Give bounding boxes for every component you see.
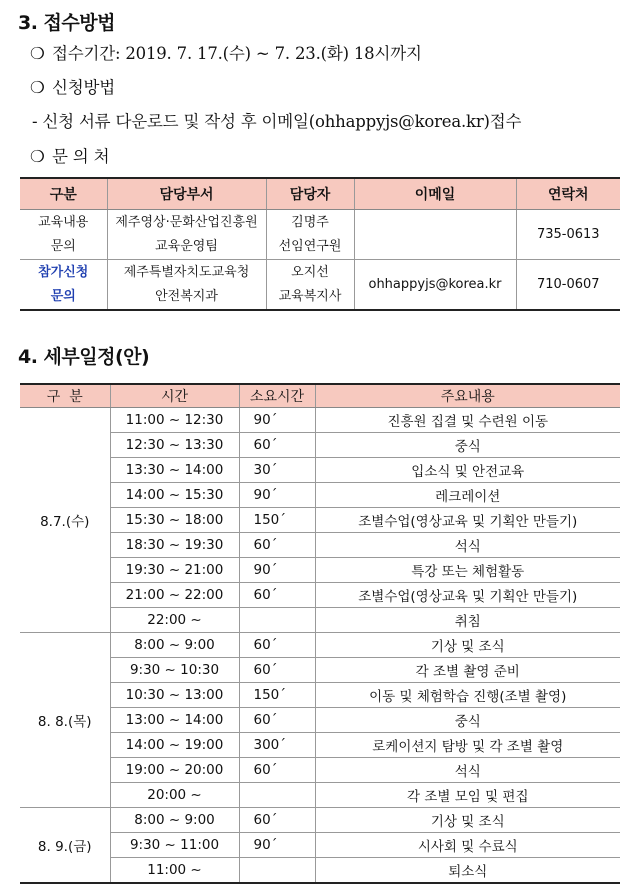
schedule-header-row bbox=[20, 384, 620, 408]
schedule-content: 시사회 및 수료식 bbox=[315, 833, 620, 858]
person-line: 선임연구원 bbox=[278, 238, 342, 254]
department-line: 안전복지과 bbox=[155, 288, 218, 304]
contact-row bbox=[20, 260, 620, 311]
schedule-time: 19:30 ~ 21:00 bbox=[110, 558, 239, 583]
schedule-time: 11:00 ~ 12:30 bbox=[110, 408, 239, 433]
department-line: 제주영상·문화산업진흥원 bbox=[115, 214, 258, 230]
schedule-content: 석식 bbox=[315, 533, 620, 558]
category-line: 참가신청 bbox=[38, 264, 89, 280]
schedule-time: 8:00 ~ 9:00 bbox=[110, 633, 239, 658]
department-line: 교육운영팀 bbox=[155, 238, 218, 254]
person-line: 오지선 bbox=[291, 264, 329, 280]
schedule-time: 21:00 ~ 22:00 bbox=[110, 583, 239, 608]
schedule-content: 기상 및 조식 bbox=[315, 633, 620, 658]
schedule-row bbox=[20, 533, 620, 558]
schedule-time: 9:30 ~ 11:00 bbox=[110, 833, 239, 858]
schedule-row bbox=[20, 583, 620, 608]
schedule-content: 각 조별 모임 및 편집 bbox=[315, 783, 620, 808]
schedule-content: 로케이션지 탐방 및 각 조별 촬영 bbox=[315, 733, 620, 758]
schedule-content: 중식 bbox=[315, 708, 620, 733]
schedule-duration: 150´ bbox=[239, 508, 315, 533]
schedule-time: 13:30 ~ 14:00 bbox=[110, 458, 239, 483]
schedule-row bbox=[20, 508, 620, 533]
inquiry-text: 문 의 처 bbox=[52, 147, 110, 166]
schedule-time: 15:30 ~ 18:00 bbox=[110, 508, 239, 533]
schedule-duration: 90´ bbox=[239, 483, 315, 508]
schedule-duration: 90´ bbox=[239, 408, 315, 433]
schedule-body bbox=[20, 408, 620, 884]
application-detail bbox=[32, 108, 521, 132]
contact-person bbox=[266, 260, 354, 311]
contact-person bbox=[266, 210, 354, 260]
schedule-content: 특강 또는 체험활동 bbox=[315, 558, 620, 583]
contact-table bbox=[20, 177, 620, 311]
schedule-day: 8.7.(수) bbox=[20, 408, 110, 633]
schedule-duration: 60´ bbox=[239, 433, 315, 458]
schedule-content: 입소식 및 안전교육 bbox=[315, 458, 620, 483]
contact-header-row bbox=[20, 178, 620, 210]
schedule-duration bbox=[239, 858, 315, 884]
contact-phone: 710-0607 bbox=[516, 260, 620, 311]
schedule-time: 20:00 ~ bbox=[110, 783, 239, 808]
schedule-time: 11:00 ~ bbox=[110, 858, 239, 884]
schedule-content: 중식 bbox=[315, 433, 620, 458]
inquiry bbox=[30, 143, 109, 167]
contact-email[interactable]: ohhappyjs@korea.kr bbox=[354, 260, 516, 311]
header-person: 담당자 bbox=[266, 178, 354, 210]
contact-department bbox=[107, 210, 266, 260]
application-method-text: 신청방법 bbox=[52, 78, 115, 97]
category-line: 문의 bbox=[50, 288, 76, 304]
schedule-row bbox=[20, 483, 620, 508]
header-phone: 연락처 bbox=[516, 178, 620, 210]
schedule-row bbox=[20, 733, 620, 758]
schedule-time: 19:00 ~ 20:00 bbox=[110, 758, 239, 783]
header-content: 주요내용 bbox=[315, 384, 620, 408]
contact-department bbox=[107, 260, 266, 311]
contact-row bbox=[20, 210, 620, 260]
schedule-content: 취침 bbox=[315, 608, 620, 633]
schedule-time: 13:00 ~ 14:00 bbox=[110, 708, 239, 733]
schedule-row bbox=[20, 558, 620, 583]
reception-period-text: 접수기간: 2019. 7. 17.(수) ~ 7. 23.(화) 18시까지 bbox=[52, 44, 422, 63]
header-day: 구 분 bbox=[20, 384, 110, 408]
circle-bullet-icon: ❍ bbox=[30, 147, 45, 166]
schedule-row bbox=[20, 433, 620, 458]
contact-category bbox=[20, 260, 107, 311]
contact-email bbox=[354, 210, 516, 260]
schedule-row bbox=[20, 833, 620, 858]
circle-bullet-icon: ❍ bbox=[30, 78, 45, 97]
schedule-time: 8:00 ~ 9:00 bbox=[110, 808, 239, 833]
schedule-time: 14:00 ~ 19:00 bbox=[110, 733, 239, 758]
schedule-time: 12:30 ~ 13:30 bbox=[110, 433, 239, 458]
schedule-duration: 60´ bbox=[239, 808, 315, 833]
schedule-time: 9:30 ~ 10:30 bbox=[110, 658, 239, 683]
category-line: 교육내용 bbox=[38, 214, 89, 230]
person-line: 김명주 bbox=[291, 214, 329, 230]
schedule-content: 이동 및 체험학습 진행(조별 촬영) bbox=[315, 683, 620, 708]
schedule-row bbox=[20, 408, 620, 433]
schedule-content: 조별수업(영상교육 및 기획안 만들기) bbox=[315, 508, 620, 533]
schedule-row bbox=[20, 458, 620, 483]
section-3-title: 3. 접수방법 bbox=[18, 12, 115, 34]
schedule-row bbox=[20, 858, 620, 884]
schedule-row bbox=[20, 658, 620, 683]
header-duration: 소요시간 bbox=[239, 384, 315, 408]
schedule-duration: 60´ bbox=[239, 758, 315, 783]
schedule-content: 조별수업(영상교육 및 기획안 만들기) bbox=[315, 583, 620, 608]
schedule-row bbox=[20, 608, 620, 633]
schedule-row bbox=[20, 633, 620, 658]
schedule-duration: 90´ bbox=[239, 558, 315, 583]
schedule-content: 석식 bbox=[315, 758, 620, 783]
header-department: 담당부서 bbox=[107, 178, 266, 210]
schedule-day: 8. 8.(목) bbox=[20, 633, 110, 808]
header-email: 이메일 bbox=[354, 178, 516, 210]
section-4-title: 4. 세부일정(안) bbox=[18, 346, 150, 368]
schedule-content: 기상 및 조식 bbox=[315, 808, 620, 833]
schedule-day: 8. 9.(금) bbox=[20, 808, 110, 884]
schedule-duration: 60´ bbox=[239, 633, 315, 658]
schedule-duration: 150´ bbox=[239, 683, 315, 708]
application-detail-text: - 신청 서류 다운로드 및 작성 후 이메일(ohhappyjs@korea.kr)접수 bbox=[32, 112, 522, 131]
schedule-duration bbox=[239, 608, 315, 633]
schedule-time: 14:00 ~ 15:30 bbox=[110, 483, 239, 508]
schedule-duration: 60´ bbox=[239, 533, 315, 558]
schedule-content: 레크레이션 bbox=[315, 483, 620, 508]
header-category: 구분 bbox=[20, 178, 107, 210]
schedule-time: 18:30 ~ 19:30 bbox=[110, 533, 239, 558]
schedule-row bbox=[20, 783, 620, 808]
schedule-content: 진흥원 집결 및 수련원 이동 bbox=[315, 408, 620, 433]
schedule-duration: 300´ bbox=[239, 733, 315, 758]
category-line: 문의 bbox=[50, 238, 76, 254]
schedule-row bbox=[20, 683, 620, 708]
schedule-content: 각 조별 촬영 준비 bbox=[315, 658, 620, 683]
reception-period bbox=[30, 40, 422, 64]
schedule-row bbox=[20, 808, 620, 833]
schedule-row bbox=[20, 708, 620, 733]
schedule-duration bbox=[239, 783, 315, 808]
schedule-table bbox=[20, 383, 620, 884]
schedule-duration: 30´ bbox=[239, 458, 315, 483]
circle-bullet-icon: ❍ bbox=[30, 44, 45, 63]
application-method bbox=[30, 74, 115, 98]
schedule-duration: 60´ bbox=[239, 658, 315, 683]
schedule-row bbox=[20, 758, 620, 783]
schedule-duration: 60´ bbox=[239, 583, 315, 608]
person-line: 교육복지사 bbox=[278, 288, 342, 304]
contact-category bbox=[20, 210, 107, 260]
schedule-time: 10:30 ~ 13:00 bbox=[110, 683, 239, 708]
department-line: 제주특별자치도교육청 bbox=[123, 264, 250, 280]
schedule-duration: 90´ bbox=[239, 833, 315, 858]
contact-phone: 735-0613 bbox=[516, 210, 620, 260]
schedule-duration: 60´ bbox=[239, 708, 315, 733]
schedule-time: 22:00 ~ bbox=[110, 608, 239, 633]
schedule-content: 퇴소식 bbox=[315, 858, 620, 884]
header-time: 시간 bbox=[110, 384, 239, 408]
